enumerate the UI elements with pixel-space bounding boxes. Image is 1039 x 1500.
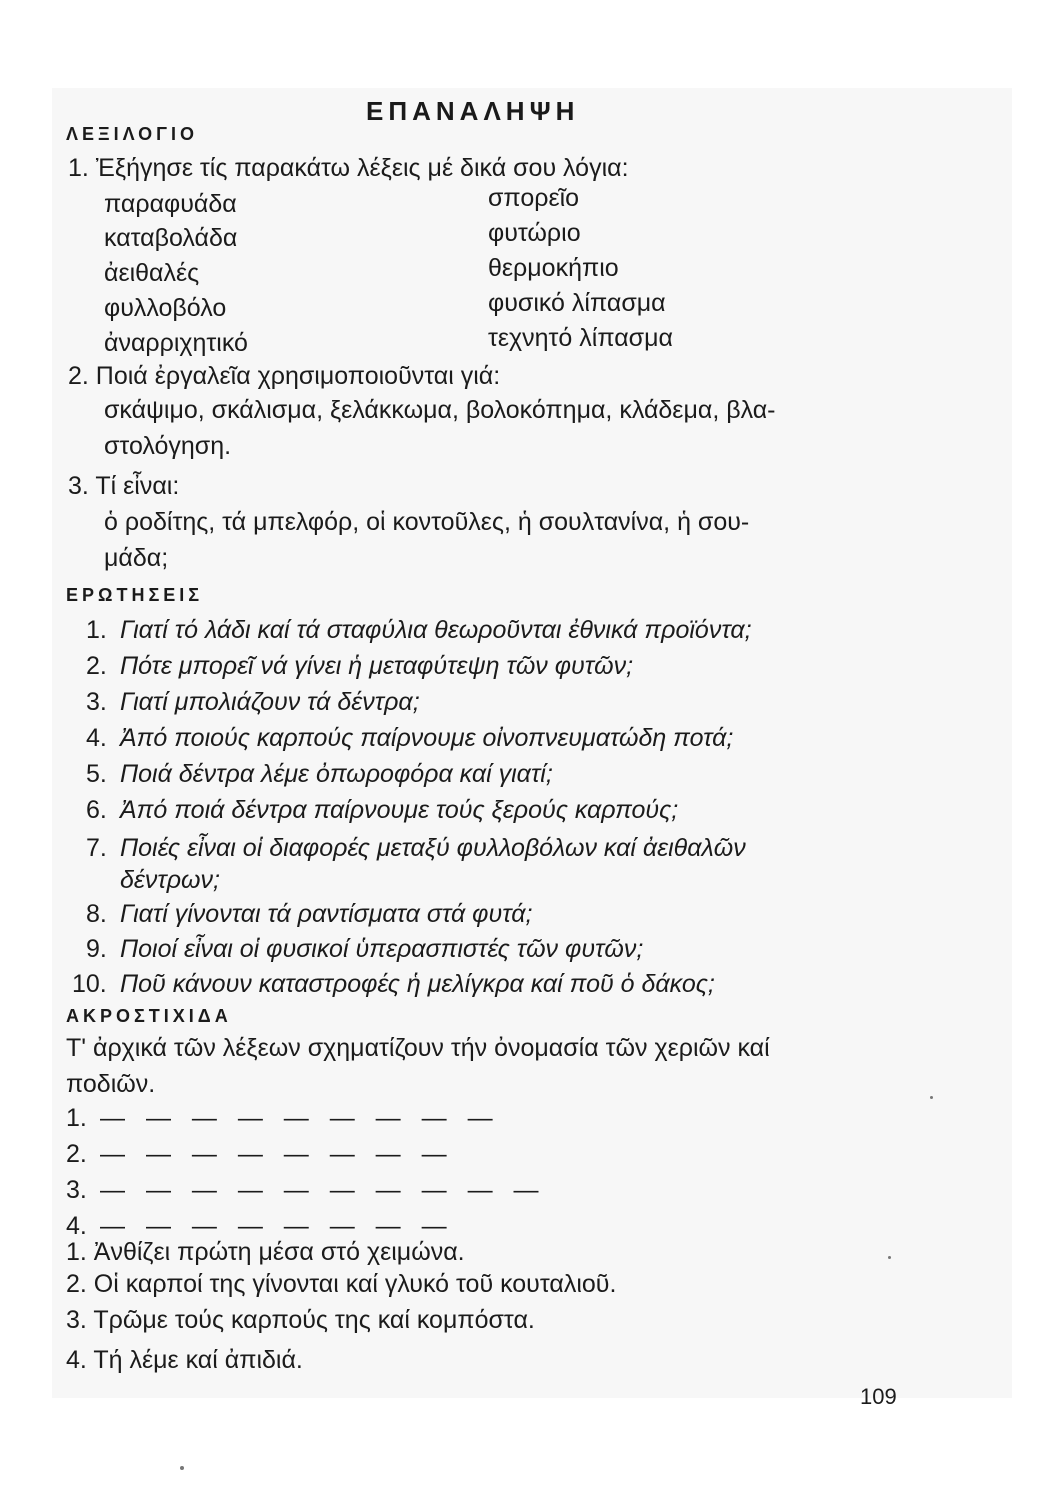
- page-title: ΕΠΑΝΑΛΗΨΗ: [366, 96, 580, 126]
- acrostic-heading: ΑΚΡΟΣΤΙΧΙΔΑ: [66, 1006, 232, 1026]
- word-left: ἀναρριχητικό: [104, 329, 248, 357]
- question-number: 6.: [86, 796, 107, 824]
- blank-number: 4.: [66, 1212, 87, 1240]
- acrostic-blank: [66, 1176, 546, 1205]
- vocabulary-question-2: 2. Ποιά ἐργαλεῖα χρησιμοποιοῦνται γιά:: [68, 362, 501, 390]
- page-number: 109: [860, 1384, 897, 1409]
- question-item: [86, 796, 678, 825]
- vocabulary-question-3-line: ὁ ροδίτης, τά μπελφόρ, οἱ κοντοῦλες, ἡ σουλτανίνα, ἡ σου-: [104, 508, 750, 536]
- question-item: [86, 688, 420, 717]
- blank-number: 2.: [66, 1140, 87, 1168]
- acrostic-intro: Τ' ἀρχικά τῶν λέξεων σχηματίζουν τήν ὀνομασία τῶν χεριῶν καί: [66, 1034, 770, 1062]
- vocabulary-question-2-line: στολόγηση.: [104, 432, 232, 460]
- question-item: [86, 760, 553, 789]
- question-number: 5.: [86, 760, 107, 788]
- vocabulary-question-1: 1. Ἐξήγησε τίς παρακάτω λέξεις μέ δικά σου λόγια:: [68, 154, 629, 182]
- question-number: 7.: [86, 834, 107, 862]
- question-item: [86, 900, 532, 929]
- questions-heading: ΕΡΩΤΗΣΕΙΣ: [66, 585, 204, 605]
- question-number: 1.: [86, 616, 107, 644]
- question-item: [86, 616, 752, 645]
- acrostic-clue: 4. Τή λέμε καί ἀπιδιά.: [66, 1346, 303, 1374]
- question-number: 4.: [86, 724, 107, 752]
- question-text: Πότε μπορεῖ νά γίνει ἡ μεταφύτεψη τῶν φυτῶν;: [120, 652, 634, 680]
- word-right: σπορεῖο: [488, 184, 580, 212]
- question-text: Ποιές εἶναι οἱ διαφορές μεταξύ φυλλοβόλων καί ἀειθαλῶν: [120, 834, 746, 862]
- vocabulary-question-3-line: μάδα;: [104, 544, 169, 572]
- question-text: Γιατί τό λάδι καί τά σταφύλια θεωροῦνται ἐθνικά προϊόντα;: [120, 616, 752, 644]
- word-left: παραφυάδα: [104, 190, 237, 218]
- question-number: 3.: [86, 688, 107, 716]
- question-text: Ἀπό ποιούς καρπούς παίρνουμε οἰνοπνευματώδη ποτά;: [120, 724, 734, 752]
- word-right: φυσικό λίπασμα: [488, 289, 666, 317]
- acrostic-clue: 2. Οἱ καρποί της γίνονται καί γλυκό τοῦ κουταλιοῦ.: [66, 1270, 617, 1298]
- question-item: [86, 652, 633, 681]
- blank-number: 1.: [66, 1104, 87, 1132]
- scan-speck: [180, 1466, 184, 1470]
- scan-speck: [888, 1256, 891, 1259]
- question-item: [86, 935, 643, 964]
- word-right: τεχνητό λίπασμα: [488, 324, 673, 352]
- question-text: Ποῦ κάνουν καταστροφές ἡ μελίγκρα καί ποῦ ὁ δάκος;: [120, 970, 715, 998]
- question-item: [72, 970, 715, 999]
- acrostic-blank: [66, 1212, 454, 1241]
- blank-number: 3.: [66, 1176, 87, 1204]
- acrostic-blank: [66, 1104, 500, 1133]
- word-left: καταβολάδα: [104, 224, 238, 252]
- blank-dashes: — — — — — — — — —: [100, 1104, 500, 1132]
- acrostic-intro: ποδιῶν.: [66, 1070, 156, 1098]
- question-number: 8.: [86, 900, 107, 928]
- question-text: Ποιοί εἶναι οἱ φυσικοί ὑπερασπιστές τῶν φυτῶν;: [120, 935, 644, 963]
- scan-speck: [930, 1096, 933, 1099]
- question-number: 2.: [86, 652, 107, 680]
- question-item: [86, 834, 746, 863]
- question-text: Γιατί μπολιάζουν τά δέντρα;: [120, 688, 420, 716]
- acrostic-clue: 1. Ἀνθίζει πρώτη μέσα στό χειμώνα.: [66, 1238, 465, 1266]
- question-text: Γιατί γίνονται τά ραντίσματα στά φυτά;: [120, 900, 533, 928]
- word-left: ἀειθαλές: [104, 259, 200, 287]
- question-number: 10.: [72, 970, 107, 998]
- question-text: Ποιά δέντρα λέμε ὀπωροφόρα καί γιατί;: [120, 760, 553, 788]
- word-right: θερμοκήπιο: [488, 254, 619, 282]
- blank-dashes: — — — — — — — —: [100, 1140, 454, 1168]
- acrostic-blank: [66, 1140, 454, 1169]
- blank-dashes: — — — — — — — — — —: [100, 1176, 546, 1204]
- question-text: δέντρων;: [120, 866, 220, 894]
- word-right: φυτώριο: [488, 219, 581, 247]
- vocabulary-heading: ΛΕΞΙΛΟΓΙΟ: [66, 124, 198, 144]
- question-item: [86, 724, 733, 753]
- question-text: Ἀπό ποιά δέντρα παίρνουμε τούς ξερούς καρπούς;: [120, 796, 679, 824]
- vocabulary-question-2-line: σκάψιμο, σκάλισμα, ξελάκκωμα, βολοκόπημα, κλάδεμα, βλα-: [104, 396, 776, 424]
- question-number: 9.: [86, 935, 107, 963]
- word-left: φυλλοβόλο: [104, 294, 227, 322]
- acrostic-clue: 3. Τρῶμε τούς καρπούς της καί κομπόστα.: [66, 1306, 535, 1334]
- question-item: [86, 866, 220, 895]
- vocabulary-question-3: 3. Τί εἶναι:: [68, 472, 180, 500]
- blank-dashes: — — — — — — — —: [100, 1212, 454, 1240]
